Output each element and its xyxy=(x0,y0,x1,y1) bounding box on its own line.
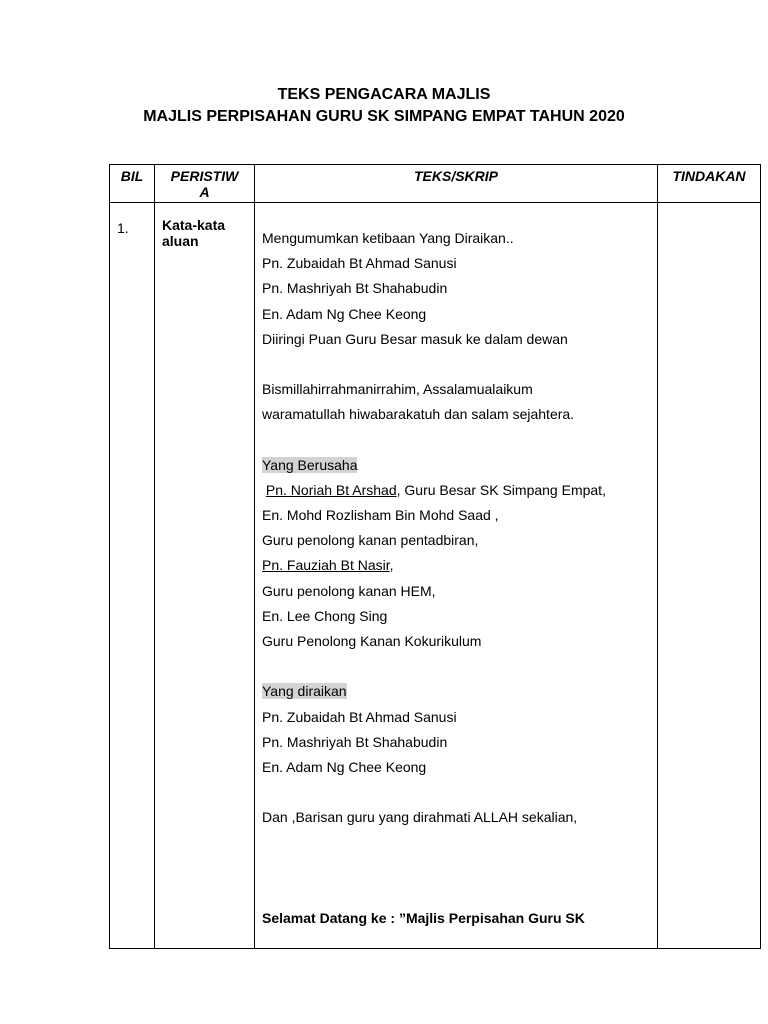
peristiwa-line1: Kata-kata xyxy=(162,217,226,233)
table-row xyxy=(110,203,761,949)
script-line: Guru penolong kanan HEM, xyxy=(262,582,436,599)
script-line: En. Lee Chong Sing xyxy=(262,607,388,624)
highlighted-heading: Yang diraikan xyxy=(262,683,347,700)
highlighted-heading: Yang Berusaha xyxy=(262,456,358,473)
script-line: waramatullah hiwabarakatuh dan salam sejahtera. xyxy=(262,406,575,423)
document-subtitle: MAJLIS PERPISAHAN GURU SK SIMPANG EMPAT TAHUN 2020 xyxy=(143,108,625,125)
script-line: Dan ,Barisan guru yang dirahmati ALLAH sekalian, xyxy=(262,809,578,826)
column-header-peristiwa-line2: A xyxy=(199,184,210,200)
column-header-teks-skrip: TEKS/SKRIP xyxy=(255,165,658,203)
script-line: En. Adam Ng Chee Keong xyxy=(262,305,427,322)
spacer xyxy=(262,881,657,906)
script-line xyxy=(262,453,657,478)
column-header-tindakan: TINDAKAN xyxy=(658,165,761,203)
script-line: En. Adam Ng Chee Keong xyxy=(262,758,427,775)
script-line: Selamat Datang ke : ”Majlis Perpisahan Guru SK xyxy=(262,910,585,927)
script-line: Mengumumkan ketibaan Yang Diraikan.. xyxy=(262,230,514,246)
script-table xyxy=(109,164,761,949)
script-cell xyxy=(255,203,658,949)
script-line: Pn. Zubaidah Bt Ahmad Sanusi xyxy=(262,255,457,272)
script-line: Bismillahirrahmanirrahim, Assalamualaikum xyxy=(262,381,533,398)
table-header-row xyxy=(110,165,761,203)
script-line: Diiringi Puan Guru Besar masuk ke dalam dewan xyxy=(262,330,568,347)
script-line: Guru Penolong Kanan Kokurikulum xyxy=(262,633,482,649)
peristiwa-line2: aluan xyxy=(162,233,199,249)
tindakan-cell xyxy=(658,203,761,949)
document-title: TEKS PENGACARA MAJLIS xyxy=(277,86,491,103)
script-line: Pn. Mashriyah Bt Shahabudin xyxy=(262,280,448,297)
spacer xyxy=(262,831,657,881)
script-text: , xyxy=(389,557,394,574)
script-line xyxy=(262,478,657,503)
underlined-name: Pn. Noriah Bt Arshad xyxy=(265,481,397,498)
spacer xyxy=(262,780,657,805)
column-header-bil: BIL xyxy=(110,165,155,203)
peristiwa-cell xyxy=(155,203,255,949)
spacer xyxy=(262,428,657,453)
script-line: Pn. Mashriyah Bt Shahabudin xyxy=(262,733,448,750)
script-line: Pn. Zubaidah Bt Ahmad Sanusi xyxy=(262,708,457,725)
spacer xyxy=(262,654,657,679)
column-header-peristiwa xyxy=(155,165,255,203)
script-line xyxy=(262,679,657,704)
column-header-peristiwa-line1: PERISTIW xyxy=(170,168,239,184)
script-text: , Guru Besar SK Simpang Empat, xyxy=(396,481,606,498)
spacer xyxy=(262,352,657,377)
bil-cell: 1. xyxy=(110,203,155,949)
script-line: En. Mohd Rozlisham Bin Mohd Saad , xyxy=(262,507,499,524)
script-line xyxy=(262,553,657,578)
underlined-name: Pn. Fauziah Bt Nasir xyxy=(262,557,390,574)
script-line: Guru penolong kanan pentadbiran, xyxy=(262,532,479,549)
